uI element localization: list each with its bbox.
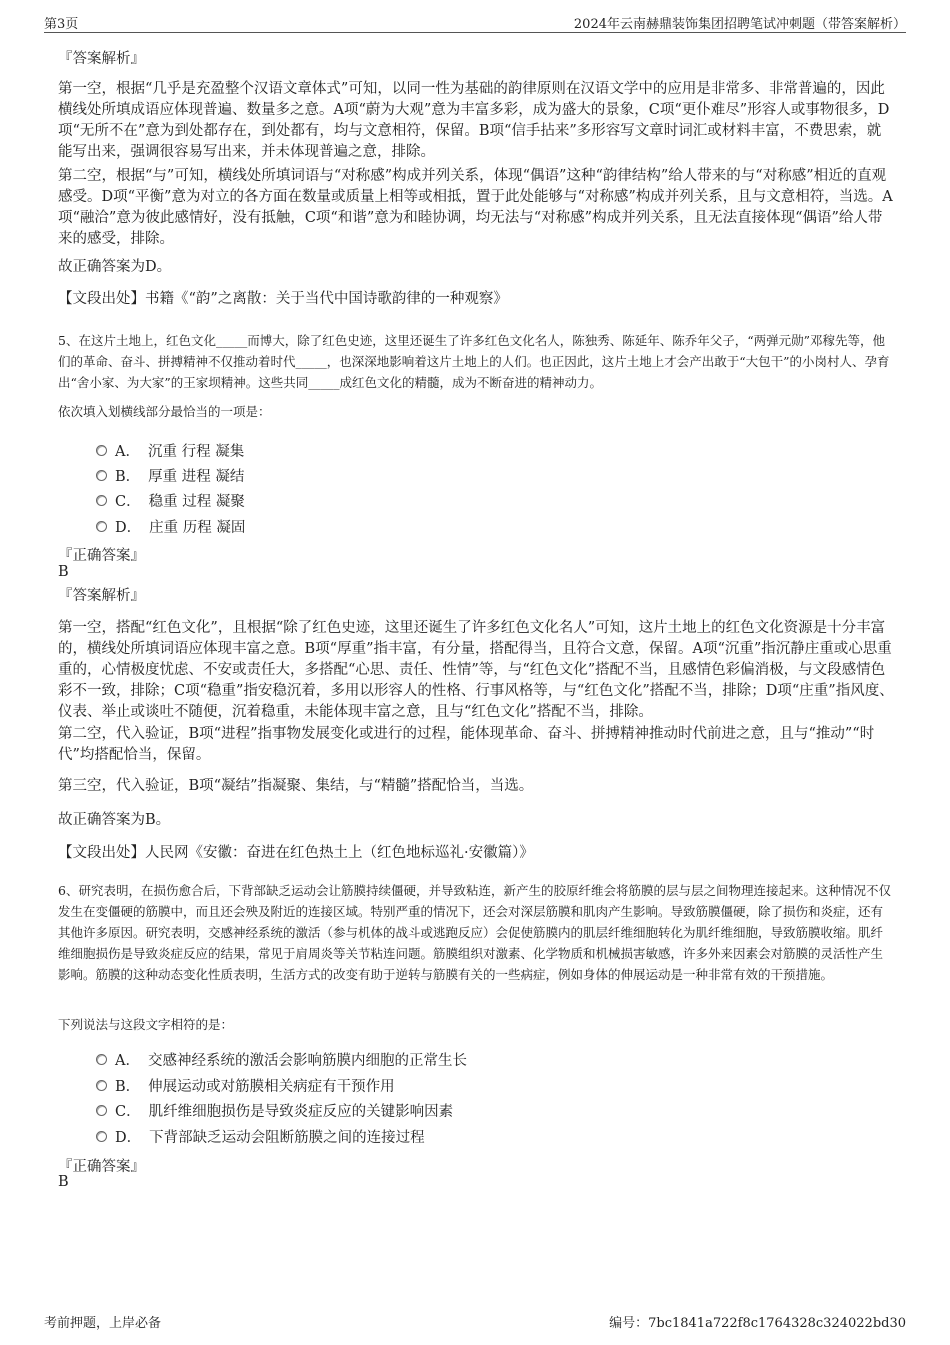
q4-conclusion: 故正确答案为D。 xyxy=(58,259,172,275)
option-text: 沉重 行程 凝集 xyxy=(147,444,245,460)
option-key: C． xyxy=(115,1104,141,1120)
radio-button[interactable] xyxy=(96,521,107,532)
footer-code: 编号：7bc1841a722f8c1764328c324022bd30 xyxy=(609,1316,906,1331)
option-key: D． xyxy=(115,520,142,536)
option-key: B． xyxy=(115,1079,141,1095)
option-key: B． xyxy=(115,469,141,485)
option-text: 肌纤维细胞损伤是导致炎症反应的关键影响因素 xyxy=(148,1104,454,1120)
q5-question: 5、在这片土地上，红色文化_____而博大，除了红色史迹，这里还诞生了许多红色文化名人，陈独秀、陈延年、陈乔年父子，“两弹元勋”邓稼先等，他们的革命、奋斗、拼搏精神不仅推动着时代_____，也深深地影响着这片土地上的人们。也正因此，这片土地上才会产出敢于“大包干”的小岗村人、孕育出“舍小家、为大家”的王家坝精神。这些共同_____成红色文化的精髓，成为不断奋进的精神动力。 xyxy=(58,333,890,390)
q5-option-d[interactable] xyxy=(96,516,245,537)
q6-option-c[interactable] xyxy=(96,1100,453,1121)
q5-source: 【文段出处】人民网《安徽：奋进在红色热土上（红色地标巡礼·安徽篇）》 xyxy=(58,845,534,861)
q5-analysis-label: 『答案解析』 xyxy=(58,588,145,604)
q6-prompt: 下列说法与这段文字相符的是： xyxy=(58,1017,234,1032)
option-key: C． xyxy=(115,494,141,510)
radio-button[interactable] xyxy=(96,1105,107,1116)
q6-answer-label: 『正确答案』 xyxy=(58,1159,145,1175)
q5-answer-label: 『正确答案』 xyxy=(58,548,145,564)
q5-option-b[interactable] xyxy=(96,465,244,486)
page-number: 第3页 xyxy=(44,17,79,32)
q5-prompt: 依次填入划横线部分最恰当的一项是： xyxy=(58,404,271,419)
option-text: 交感神经系统的激活会影响筋膜内细胞的正常生长 xyxy=(147,1053,467,1069)
radio-button[interactable] xyxy=(96,1054,107,1065)
radio-button[interactable] xyxy=(96,445,107,456)
option-key: D． xyxy=(115,1130,142,1146)
option-text: 下背部缺乏运动会阻断筋膜之间的连接过程 xyxy=(149,1130,425,1146)
radio-button[interactable] xyxy=(96,1131,107,1142)
q4-analysis-label: 『答案解析』 xyxy=(58,51,145,67)
q4-analysis-p2: 第二空，根据“与”可知，横线处所填词语与“对称感”构成并列关系，体现“偶语”这种“韵律结构”给人带来的与“对称感”相近的直观感受。D项“平衡”意为对立的各方面在数量或质量上相等或相抵，置于此处能够与“对称感”构成并列关系，且与文意相符，当选。A项“融洽”意为彼此感情好，没有抵触，C项“和谐”意为和睦协调，均无法与“对称感”构成并列关系，且无法直接体现“偶语”给人带来的感受，排除。 xyxy=(58,168,893,247)
q5-analysis-p1: 第一空，搭配“红色文化”，且根据“除了红色史迹，这里还诞生了许多红色文化名人”可知，这片土地上的红色文化资源是十分丰富的，横线处所填词语应体现丰富之意。B项“厚重”指丰富，有分量，搭配得当，且符合文意，保留。A项“沉重”指沉静庄重或心思重重的，心情极度忧虑、不安或责任大，多搭配“心思、责任、性情”等，与“红色文化”搭配不当，且感情色彩偏消极，与文段感情色彩不一致，排除；C项“稳重”指安稳沉着，多用以形容人的性格、行事风格等，与“红色文化”搭配不当，排除；D项“庄重”指风度、仪表、举止或谈吐不随便，沉着稳重，未能体现丰富之意，且与“红色文化”搭配不当，排除。 xyxy=(58,620,894,720)
option-text: 伸展运动或对筋膜相关病症有干预作用 xyxy=(148,1079,395,1095)
q6-answer: B xyxy=(58,1174,69,1190)
option-text: 庄重 历程 凝固 xyxy=(149,520,246,536)
q5-conclusion: 故正确答案为B。 xyxy=(58,812,171,828)
option-key: A． xyxy=(115,444,140,460)
document-title: 2024年云南赫鼎装饰集团招聘笔试冲刺题（带答案解析） xyxy=(573,17,906,32)
option-key: A． xyxy=(115,1053,140,1069)
q6-option-b[interactable] xyxy=(96,1075,395,1096)
option-text: 厚重 进程 凝结 xyxy=(148,469,245,485)
q5-answer: B xyxy=(58,564,69,580)
q5-analysis-p3: 第三空，代入验证，B项“凝结”指凝聚、集结，与“精髓”搭配恰当，当选。 xyxy=(58,778,534,794)
q5-option-a[interactable] xyxy=(96,440,244,461)
footer-slogan: 考前押题，上岸必备 xyxy=(44,1316,162,1331)
radio-button[interactable] xyxy=(96,470,107,481)
page-header xyxy=(44,10,906,33)
q6-option-a[interactable] xyxy=(96,1049,467,1070)
q5-option-c[interactable] xyxy=(96,490,245,511)
q4-analysis-p1: 第一空，根据“几乎是充盈整个汉语文章体式”可知，以同一性为基础的韵律原则在汉语文学中的应用是非常多、非常普遍的，因此横线处所填成语应体现普遍、数量多之意。A项“蔚为大观”意为丰富多彩，成为盛大的景象，C项“更仆难尽”形容人或事物很多，D项“无所不在”意为到处都存在，到处都有，均与文意相符，保留。B项“信手拈来”多形容写文章时词汇或材料丰富，不费思索，就能写出来，强调很容易写出来，并未体现普遍之意，排除。 xyxy=(58,81,890,160)
q5-analysis-p2: 第二空，代入验证，B项“进程”指事物发展变化或进行的过程，能体现革命、奋斗、拼搏精神推动时代前进之意，且与“推动”“时代”均搭配恰当，保留。 xyxy=(58,726,875,763)
option-text: 稳重 过程 凝聚 xyxy=(148,494,245,510)
q6-question: 6、研究表明，在损伤愈合后，下背部缺乏运动会让筋膜持续僵硬，并导致粘连，新产生的胶原纤维会将筋膜的层与层之间物理连接起来。这种情况不仅发生在变僵硬的筋膜中，而且还会殃及附近的连接区域。特别严重的情况下，还会对深层筋膜和肌肉产生影响。导致筋膜僵硬，除了损伤和炎症，还有其他许多原因。研究表明，交感神经系统的激活（参与机体的战斗或逃跑反应）会促使筋膜内的肌层纤维细胞转化为肌纤维细胞，导致筋膜收缩。肌纤维细胞损伤是导致炎症反应的结果，常见于肩周炎等关节粘连问题。筋膜组织对激素、化学物质和机械损害敏感，许多外来因素会对筋膜的灵活性产生影响。筋膜的这种动态变化性质表明，生活方式的改变有助于逆转与筋膜有关的一些病症，例如身体的伸展运动是一种非常有效的干预措施。 xyxy=(58,883,891,982)
radio-button[interactable] xyxy=(96,495,107,506)
radio-button[interactable] xyxy=(96,1080,107,1091)
q6-option-d[interactable] xyxy=(96,1126,425,1147)
q4-source: 【文段出处】书籍《“韵”之离散：关于当代中国诗歌韵律的一种观察》 xyxy=(58,291,508,307)
